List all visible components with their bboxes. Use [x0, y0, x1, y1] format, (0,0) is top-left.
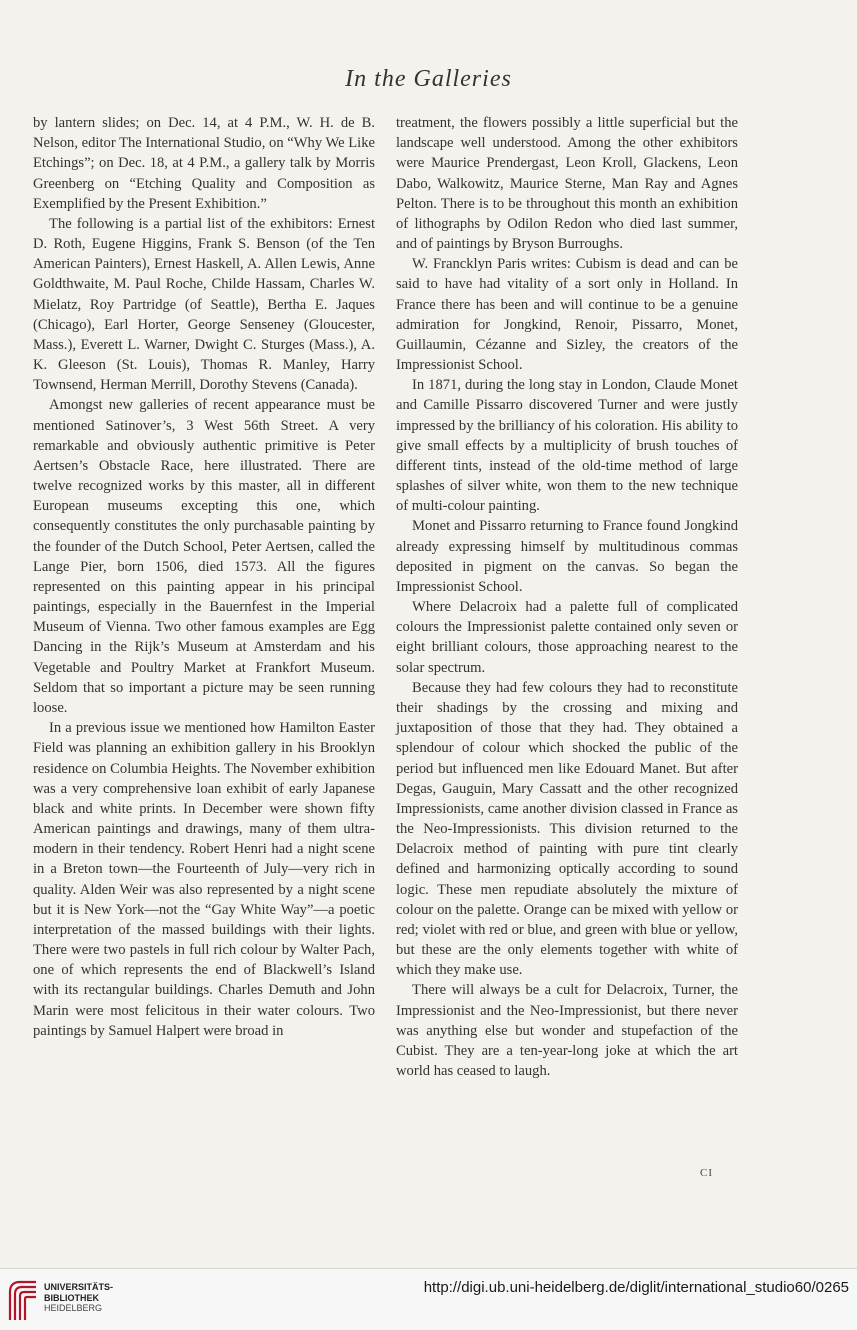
paragraph: Because they had few colours they had to reconstitute their shadings by the crossing and mixing and juxtaposition of those that they had. They obtained a splendour of colour which shocked the public of the period but influenced men like Edouard Manet. But after Degas, Gauguin, Mary Cassatt and the other recognized Impressionists, came another division classed in France as the Neo-Impressionists. This division returned to the Delacroix method of painting with pure tint clearly defined and harmonizing optically according to sound logic. These men repudiate absolutely the mixture of colour on the palette. Orange can be mixed with yellow or red; violet with red or blue, and green with blue or yellow, but these are the only elements together with white of which they make use.: [396, 679, 738, 979]
running-title: In the Galleries: [345, 66, 512, 92]
paragraph: The following is a partial list of the exhibitors: Ernest D. Roth, Eugene Higgins, Frank S. Benson (of the Ten American Painters), Ernest Haskell, A. Allen Lewis, Anne Goldthwaite, M. Paul Roche, Childe Hassam, Charles W. Mielatz, Roy Partridge (of Seattle), Bertha E. Jaques (Chicago), Earl Horter, George Senseney (Gloucester, Mass.), Everett L. Warner, Dwight C. Sturges (Mass.), A. K. Gleeson (St. Louis), Thomas R. Manley, Harry Townsend, Herman Merrill, Dorothy Stevens (Canada).: [33, 215, 375, 394]
library-name: UNIVERSITÄTS- BIBLIOTHEK HEIDELBERG: [44, 1282, 114, 1313]
paragraph: Where Delacroix had a palette full of complicated colours the Impressionist palette contained only seven or eight brilliant colours, those approaching nearest to the solar spectrum.: [396, 599, 738, 676]
digitization-footer: [0, 1268, 857, 1330]
paragraph: There will always be a cult for Delacroix, Turner, the Impressionist and the Neo-Impressionist, but there never was anything else but wonder and stupefaction of the Cubist. They are a ten-year-long joke at which the art world has ceased to laugh.: [396, 982, 738, 1080]
library-logo-icon: [6, 1278, 40, 1322]
paragraph: Amongst new galleries of recent appearance must be mentioned Satinover’s, 3 West 56th Street. A very remarkable and obviously authentic primitive is Peter Aertsen’s Obstacle Race, here illustrated. There are twelve recognized works by this master, all in different European museums excepting this one, which consequently constitutes the only purchasable painting by the founder of the Dutch School, Peter Aertsen, called the Lange Pier, born 1506, died 1573. All the figures represented on this painting appear in his principal paintings, especially in the Bauernfest in the Imperial Museum of Vienna. Two other famous examples are Egg Dancing in the Rijk’s Museum at Amsterdam and his Vegetable and Poultry Market at Frankfort Museum. Seldom that so important a picture may be seen running loose.: [33, 397, 375, 716]
paragraph: treatment, the flowers possibly a little superficial but the landscape well understood. Among the other exhibitors were Maurice Prendergast, Leon Kroll, Glackens, Leon Dabo, Walkowitz, Maurice Sterne, Man Ray and Agnes Pelton. There is to be throughout this month an exhibition of lithographs by Odilon Redon who died last summer, and of paintings by Bryson Burroughs.: [396, 115, 738, 253]
right-column: [396, 113, 738, 1081]
paragraph: In a previous issue we mentioned how Hamilton Easter Field was planning an exhibition gallery in his Brooklyn residence on Columbia Heights. The November exhibition was a very comprehensive loan exhibit of early Japanese black and white prints. In December were shown fifty American paintings and drawings, many of them ultra-modern in their tendency. Robert Henri had a night scene in a Breton town—the Fourteenth of July—very rich in quality. Alden Weir was also represented by a night scene but it is New York—not the “Gay White Way”—a poetic interpretation of the massed buildings with their lights. There were two pastels in full rich colour by Walter Pach, one of which represents the end of Blackwell’s Island with its rectangular buildings. Charles Demuth and John Marin were most felicitous in their water colours. Two paintings by Samuel Halpert were broad in: [33, 720, 375, 1039]
source-url-link[interactable]: http://digi.ub.uni-heidelberg.de/diglit/international_studio60/0265: [423, 1279, 849, 1296]
paragraph: Monet and Pissarro returning to France found Jongkind already expressing himself by multitudinous commas deposited in pigment on the canvas. So began the Impressionist School.: [396, 518, 738, 595]
left-column: [33, 113, 375, 1041]
paragraph: In 1871, during the long stay in London, Claude Monet and Camille Pissarro discovered Turner and were justly impressed by the brilliancy of his coloration. His ability to give small effects by a multiplicity of brush touches of different tints, instead of the old-time method of large splashes of silver white, won them to the new technique of multi-colour painting.: [396, 377, 738, 515]
paragraph: by lantern slides; on Dec. 14, at 4 P.M., W. H. de B. Nelson, editor The International Studio, on “Why We Like Etchings”; on Dec. 18, at 4 P.M., a gallery talk by Morris Greenberg on “Etching Quality and Composition as Exemplified by the Present Exhibition.”: [33, 115, 375, 212]
paragraph: W. Francklyn Paris writes: Cubism is dead and can be said to have had vitality of a sort only in Holland. In France there has been and will continue to be a genuine admiration for Jongkind, Renoir, Pissarro, Monet, Guillaumin, Cézanne and Sizley, the creators of the Impressionist School.: [396, 256, 738, 374]
page-number: CI: [700, 1167, 713, 1179]
